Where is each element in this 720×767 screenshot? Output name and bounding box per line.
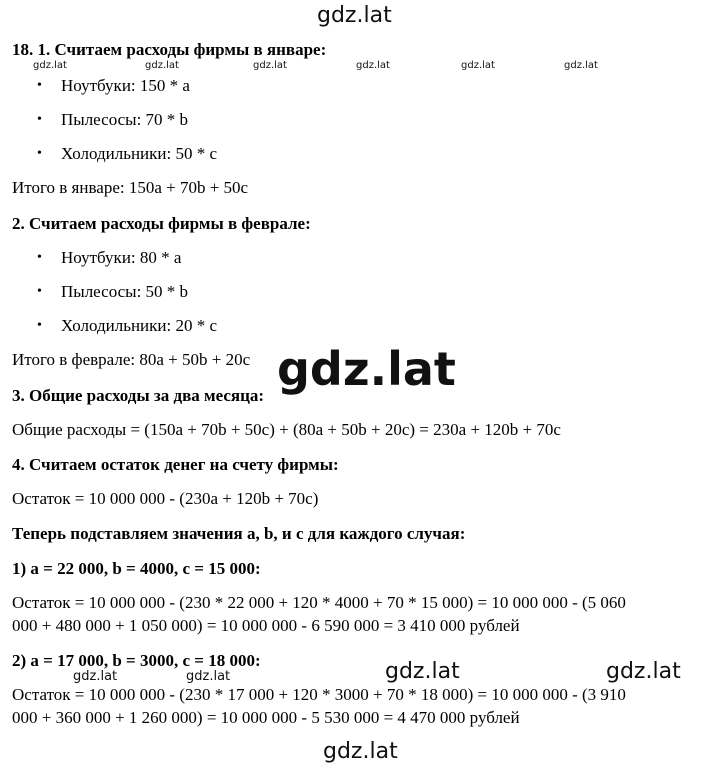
watermark-small: gdz.lat <box>145 60 179 71</box>
case-1-line-2: 000 + 480 000 + 1 050 000) = 10 000 000 - 6 590 000 = 3 410 000 рублей <box>12 616 520 635</box>
bullet-icon: • <box>37 284 42 299</box>
heading-january: 18. 1. Считаем расходы фирмы в январе: <box>12 40 327 59</box>
watermark-top: gdz.lat <box>317 3 392 28</box>
total-expenses-formula: Общие расходы = (150a + 70b + 50c) + (80a + 50b + 20c) = 230a + 120b + 70c <box>12 420 561 439</box>
watermark-mid: gdz.lat <box>606 659 681 684</box>
heading-total-expenses: 3. Общие расходы за два месяца: <box>12 386 265 405</box>
watermark-small: gdz.lat <box>186 669 231 684</box>
list-item: Холодильники: 50 * c <box>61 144 218 163</box>
list-item: Холодильники: 20 * c <box>61 316 218 335</box>
heading-remaining: 4. Считаем остаток денег на счету фирмы: <box>12 455 339 474</box>
list-item: Ноутбуки: 150 * a <box>61 76 190 95</box>
list-item: Ноутбуки: 80 * a <box>61 248 182 267</box>
watermark-small: gdz.lat <box>253 60 287 71</box>
list-item: Пылесосы: 50 * b <box>61 282 189 301</box>
bullet-icon: • <box>37 318 42 333</box>
case-1-heading: 1) a = 22 000, b = 4000, c = 15 000: <box>12 559 261 578</box>
list-item: Пылесосы: 70 * b <box>61 110 189 129</box>
case-2-line-2: 000 + 360 000 + 1 260 000) = 10 000 000 - 5 530 000 = 4 470 000 рублей <box>12 708 520 727</box>
watermark-small: gdz.lat <box>73 669 118 684</box>
watermark-small: gdz.lat <box>564 60 598 71</box>
case-2-line-1: Остаток = 10 000 000 - (230 * 17 000 + 120 * 3000 + 70 * 18 000) = 10 000 000 - (3 910 <box>12 685 626 704</box>
bullet-icon: • <box>37 250 42 265</box>
remaining-formula: Остаток = 10 000 000 - (230a + 120b + 70c) <box>12 489 319 508</box>
heading-substitution: Теперь подставляем значения a, b, и c для каждого случая: <box>12 524 466 543</box>
bullet-icon: • <box>37 146 42 161</box>
case-1-line-1: Остаток = 10 000 000 - (230 * 22 000 + 120 * 4000 + 70 * 15 000) = 10 000 000 - (5 060 <box>12 593 626 612</box>
bullet-icon: • <box>37 112 42 127</box>
bullet-icon: • <box>37 78 42 93</box>
watermark-small: gdz.lat <box>461 60 495 71</box>
heading-february: 2. Считаем расходы фирмы в феврале: <box>12 214 311 233</box>
january-total: Итого в январе: 150a + 70b + 50c <box>12 178 249 197</box>
watermark-large: gdz.lat <box>277 342 456 396</box>
watermark-small: gdz.lat <box>33 60 67 71</box>
case-2-heading: 2) a = 17 000, b = 3000, c = 18 000: <box>12 651 261 670</box>
watermark-bottom: gdz.lat <box>323 739 398 764</box>
watermark-small: gdz.lat <box>356 60 390 71</box>
watermark-mid: gdz.lat <box>385 659 460 684</box>
february-total: Итого в феврале: 80a + 50b + 20c <box>12 350 251 369</box>
